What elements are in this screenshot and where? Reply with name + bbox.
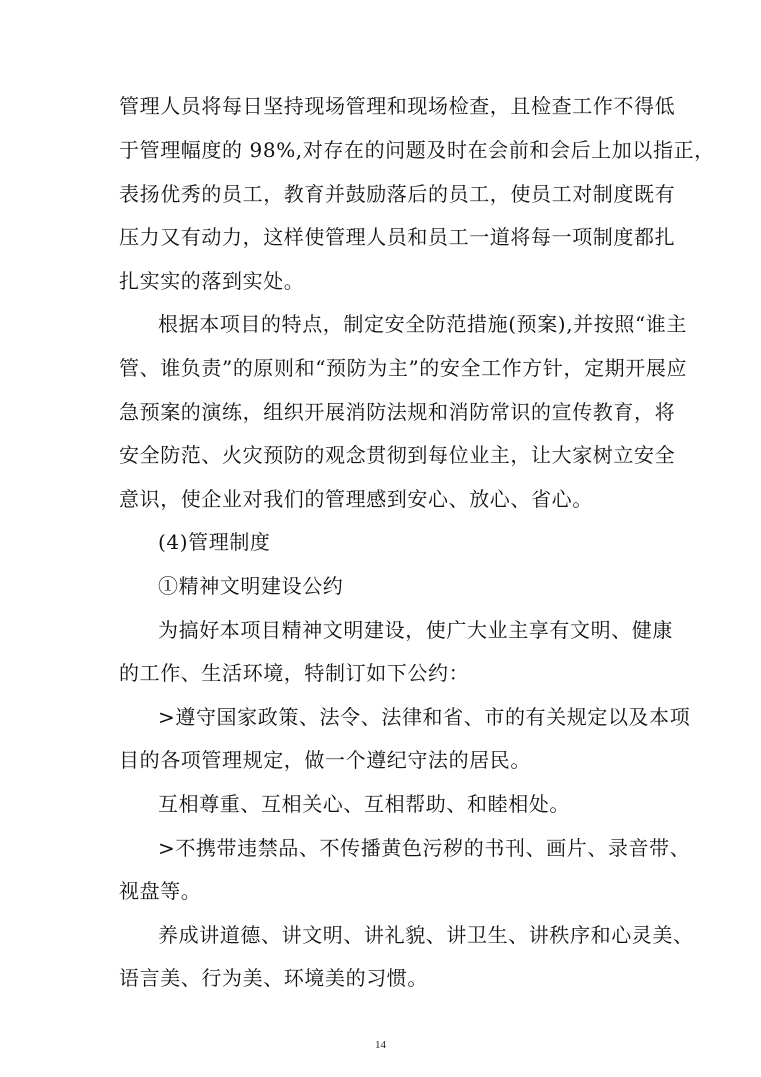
text-line: 表扬优秀的员工，教育并鼓励落后的员工，使员工对制度既有 xyxy=(119,182,676,206)
page-number: 14 xyxy=(375,1039,386,1051)
text-line: 语言美、行为美、环境美的习惯。 xyxy=(119,966,428,990)
text-line: 扎实实的落到实处。 xyxy=(119,269,305,293)
text-line: 的工作、生活环境，特制订如下公约： xyxy=(119,661,470,685)
text-line: 管理人员将每日坚持现场管理和现场检查，且检查工作不得低 xyxy=(119,94,676,118)
text-line: 安全防范、火灾预防的观念贯彻到每位业主，让大家树立安全 xyxy=(119,443,676,467)
paragraph-start-line: 根据本项目的特点，制定安全防范措施(预案),并按照“谁主 xyxy=(158,312,687,336)
subsection-heading: ①精神文明建设公约 xyxy=(158,574,344,598)
text-line: 压力又有动力，这样使管理人员和员工一道将每一项制度都扎 xyxy=(119,225,676,249)
list-item-start-line: >遵守国家政策、法令、法律和省、市的有关规定以及本项 xyxy=(158,705,691,729)
section-heading: (4)管理制度 xyxy=(158,530,271,554)
list-item-start-line: >不携带违禁品、不传播黄色污秽的书刊、画片、录音带、 xyxy=(158,836,691,860)
text-line: 意识，使企业对我们的管理感到安心、放心、省心。 xyxy=(119,487,593,511)
paragraph-start-line: 为搞好本项目精神文明建设，使广大业主享有文明、健康 xyxy=(158,618,673,642)
list-item-line: 互相尊重、互相关心、互相帮助、和睦相处。 xyxy=(158,792,570,816)
text-line: 管、谁负责”的原则和“预防为主”的安全工作方针，定期开展应 xyxy=(119,356,688,380)
text-line: 急预案的演练，组织开展消防法规和消防常识的宣传教育，将 xyxy=(119,400,676,424)
text-line: 于管理幅度的 98%,对存在的问题及时在会前和会后上加以指正， xyxy=(119,138,715,162)
text-line: 目的各项管理规定，做一个遵纪守法的居民。 xyxy=(119,748,531,772)
text-line: 视盘等。 xyxy=(119,879,202,903)
list-item-start-line: 养成讲道德、讲文明、讲礼貌、讲卫生、讲秩序和心灵美、 xyxy=(158,923,694,947)
